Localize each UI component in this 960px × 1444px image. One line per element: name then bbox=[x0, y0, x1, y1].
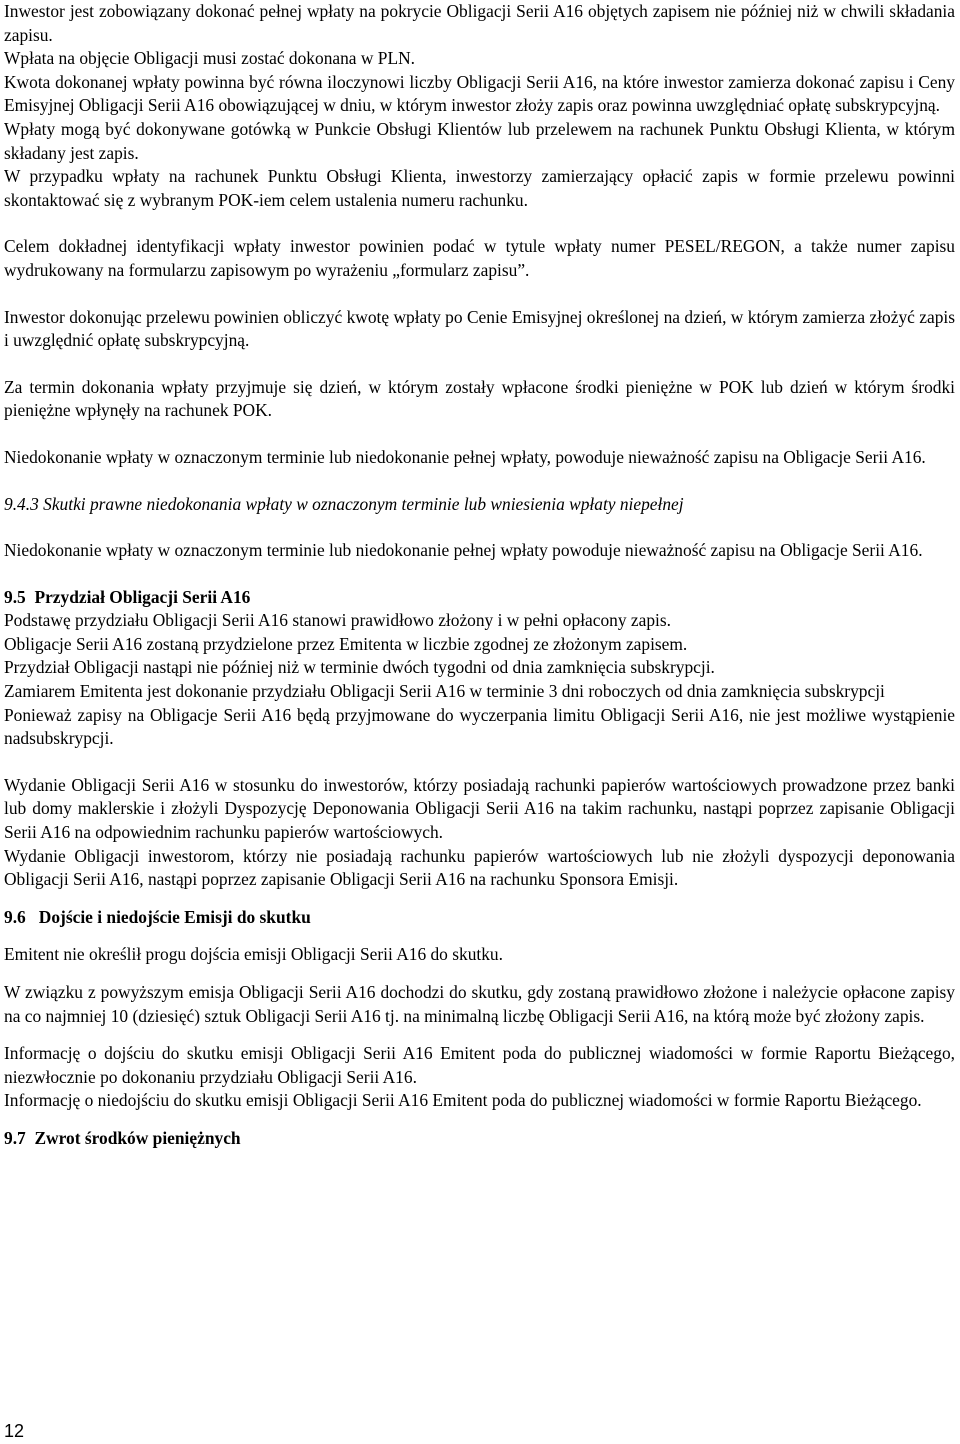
paragraph: Podstawę przydziału Obligacji Serii A16 stanowi prawidłowo złożony i w pełni opłacony zapis. bbox=[4, 610, 671, 631]
document-page bbox=[4, 0, 955, 1151]
section-number: 9.5 bbox=[4, 586, 26, 607]
paragraph: Wpłaty mogą być dokonywane gotówką w Punkcie Obsługi Klientów lub przelewem na rachunek Punktu Obsługi Klienta, w którym składany jest zapis. bbox=[4, 118, 955, 163]
paragraph: Emitent nie określił progu dojścia emisji Obligacji Serii A16 do skutku. bbox=[4, 944, 503, 965]
paragraph: W przypadku wpłaty na rachunek Punktu Obsługi Klienta, inwestorzy zamierzający opłacić zapis w formie przelewu powinni skontaktować się z wybranym POK-iem celem ustalenia numeru rachunku. bbox=[4, 166, 955, 210]
paragraph: Za termin dokonania wpłaty przyjmuje się dzień, w którym zostały wpłacone środki pieniężne w POK lub dzień w którym środki pieniężne wpłynęły na rachunek POK. bbox=[4, 376, 955, 421]
section-number: 9.7 bbox=[4, 1127, 26, 1148]
section-heading-9-5 bbox=[4, 586, 955, 610]
paragraph: Inwestor jest zobowiązany dokonać pełnej wpłaty na pokrycie Obligacji Serii A16 objętych zapisem nie później niż w chwili składania zapisu. bbox=[4, 1, 955, 45]
paragraph: Obligacje Serii A16 zostaną przydzielone przez Emitenta w liczbie zgodnej ze złożonym zapisem. bbox=[4, 633, 688, 654]
paragraph: Ponieważ zapisy na Obligacje Serii A16 będą przyjmowane do wyczerpania limitu Obligacji Serii A16, nie jest możliwe wystąpienie nadsubskrypcji. bbox=[4, 704, 955, 749]
page-number: 12 bbox=[4, 1421, 25, 1441]
paragraph: Przydział Obligacji nastąpi nie później niż w terminie dwóch tygodni od dnia zamknięcia subskrypcji. bbox=[4, 657, 715, 678]
paragraph: Wydanie Obligacji Serii A16 w stosunku do inwestorów, którzy posiadają rachunki papierów wartościowych prowadzone przez banki lub domy maklerskie i złożyli Dyspozycję Deponowania Obligacji Serii A16 na takim rachunku, nastąpi poprzez zapisanie Obligacji Serii A16 na odpowiednim rachunku papierów wartościowych. bbox=[4, 774, 955, 843]
subsection-heading-9-4-3: 9.4.3 Skutki prawne niedokonania wpłaty w oznaczonym terminie lub wniesienia wpłaty niepełnej bbox=[4, 493, 684, 514]
paragraph: Niedokonanie wpłaty w oznaczonym terminie lub niedokonanie pełnej wpłaty powoduje nieważność zapisu na Obligacje Serii A16. bbox=[4, 540, 923, 561]
paragraph: Zamiarem Emitenta jest dokonanie przydziału Obligacji Serii A16 w terminie 3 dni roboczych od dnia zamknięcia subskrypcji bbox=[4, 681, 885, 702]
paragraph: Niedokonanie wpłaty w oznaczonym terminie lub niedokonanie pełnej wpłaty, powoduje nieważność zapisu na Obligacje Serii A16. bbox=[4, 446, 926, 467]
section-heading-9-7 bbox=[4, 1127, 955, 1151]
paragraph: Informację o niedojściu do skutku emisji Obligacji Serii A16 Emitent poda do publicznej wiadomości w formie Raportu Bieżącego. bbox=[4, 1090, 922, 1111]
paragraph: Kwota dokonanej wpłaty powinna być równa iloczynowi liczby Obligacji Serii A16, na które inwestor zamierza dokonać zapisu i Ceny Emisyjnej Obligacji Serii A16 obowiązującej w dniu, w którym inwestor złoży zapis oraz powinna uwzględniać opłatę subskrypcyjną. bbox=[4, 71, 955, 116]
section-heading-9-6 bbox=[4, 906, 955, 930]
paragraph: Inwestor dokonując przelewu powinien obliczyć kwotę wpłaty po Cenie Emisyjnej określonej na dzień, w którym zamierza złożyć zapis i uwzględnić opłatę subskrypcyjną. bbox=[4, 306, 955, 351]
section-number: 9.6 bbox=[4, 906, 26, 927]
section-title: Przydział Obligacji Serii A16 bbox=[34, 586, 251, 607]
paragraph: Celem dokładnej identyfikacji wpłaty inwestor powinien podać w tytule wpłaty numer PESEL/REGON, a także numer zapisu wydrukowany na formularzu zapisowym po wyrażeniu „formularz zapisu”. bbox=[4, 236, 955, 280]
section-title: Dojście i niedojście Emisji do skutku bbox=[38, 906, 311, 927]
paragraph: W związku z powyższym emisja Obligacji Serii A16 dochodzi do skutku, gdy zostaną prawidłowo złożone i należycie opłacone zapisy na co najmniej 10 (dziesięć) sztuk Obligacji Serii A16 tj. na minimalną liczbę Obligacji Serii A16, na którą może być złożony zapis. bbox=[4, 982, 955, 1026]
paragraph: Informację o dojściu do skutku emisji Obligacji Serii A16 Emitent poda do publicznej wiadomości w formie Raportu Bieżącego, niezwłocznie po dokonaniu przydziału Obligacji Serii A16. bbox=[4, 1043, 955, 1087]
paragraph: Wydanie Obligacji inwestorom, którzy nie posiadają rachunku papierów wartościowych lub nie złożyli dyspozycji deponowania Obligacji Serii A16, nastąpi poprzez zapisanie Obligacji Serii A16 na rachunku Sponsora Emisji. bbox=[4, 845, 955, 890]
paragraph: Wpłata na objęcie Obligacji musi zostać dokonana w PLN. bbox=[4, 48, 415, 69]
section-title: Zwrot środków pieniężnych bbox=[34, 1127, 241, 1148]
